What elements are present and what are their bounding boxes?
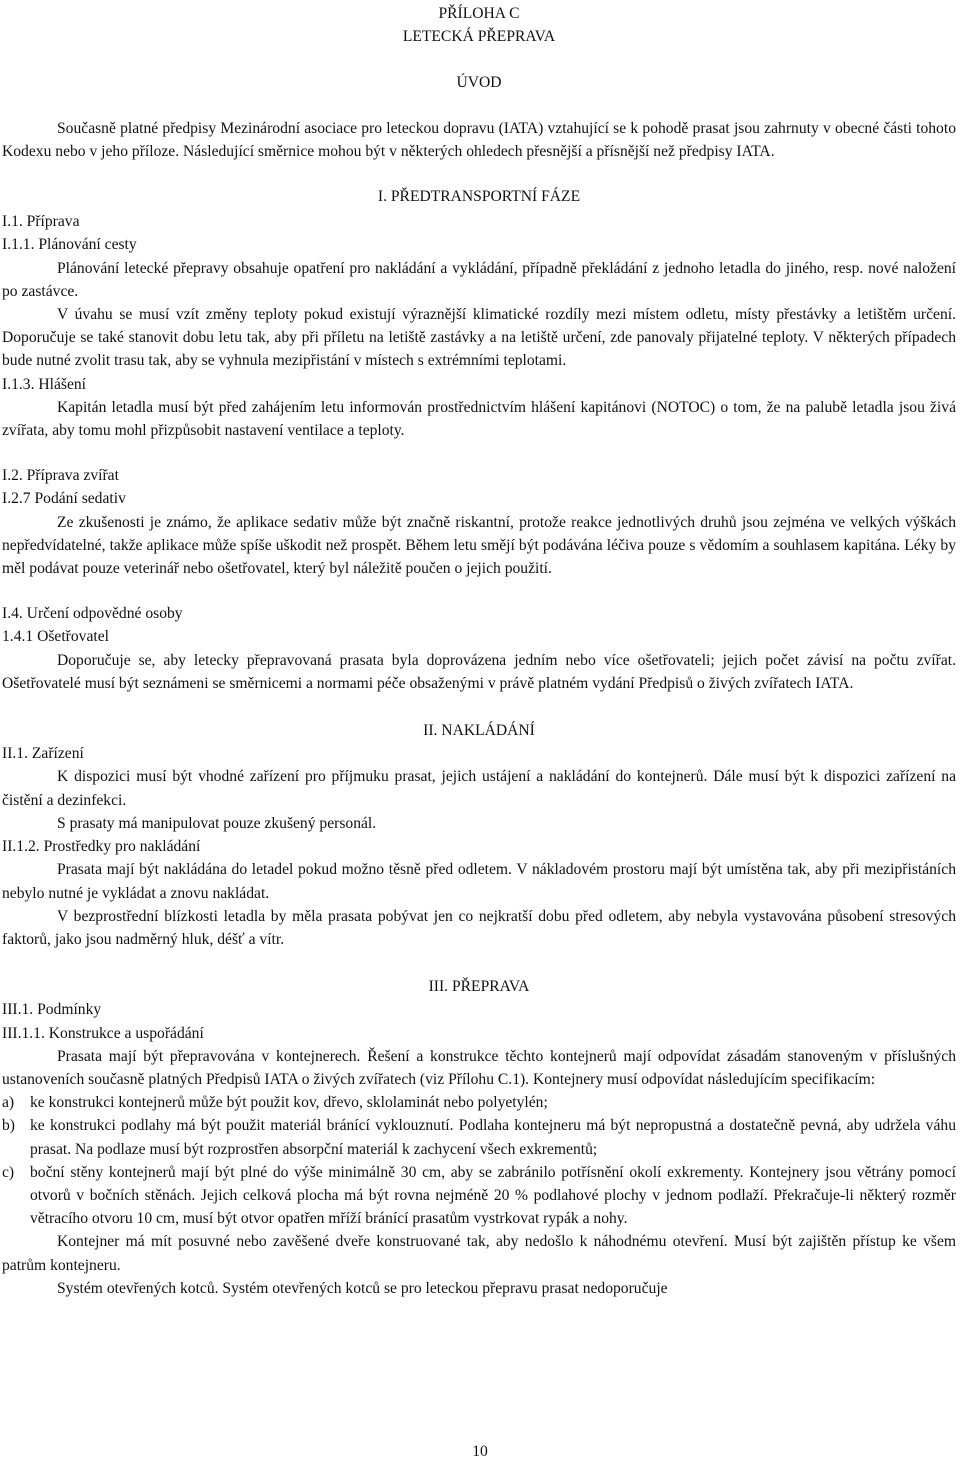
list-text: ke konstrukci podlahy má být použit materiál bránící vyklouznutí. Podlaha kontejneru má být nepropustná a dostatečně pevná, aby udržela váhu prasat. Na podlaze musí být rozprostřen absorpční materiál k zachycení všech exkrementů; xyxy=(30,1117,956,1158)
subsection-title: I.4. Určení odpovědné osoby xyxy=(2,605,183,623)
subsection-title: I.2.7 Podání sedativ xyxy=(2,490,126,508)
section-heading-1: I. PŘEDTRANSPORTNÍ FÁZE xyxy=(377,188,581,206)
subsection-title: II.1. Zařízení xyxy=(2,745,84,763)
section-heading-3: III. PŘEPRAVA xyxy=(428,978,530,996)
subsection-title: 1.4.1 Ošetřovatel xyxy=(2,628,109,646)
subsection-title: I.1.3. Hlášení xyxy=(2,375,87,393)
list-text: ke konstrukci kontejnerů může být použit kov, dřevo, sklolaminát nebo polyetylén; xyxy=(30,1094,548,1112)
paragraph: S prasaty má manipulovat pouze zkušený personál. xyxy=(57,814,377,832)
paragraph: Kontejner má mít posuvné nebo zavěšené dveře konstruované tak, aby nedošlo k náhodnému otevření. Musí být zajištěn přístup ke všem patrům kontejneru. xyxy=(2,1233,956,1274)
paragraph: V úvahu se musí vzít změny teploty pokud existují výraznější klimatické rozdíly mezi místem odletu, místy přestávky a letištěm určení. Doporučuje se také stanovit dobu letu tak, aby při příletu na letiště zastávky a na letiště určení, zde panovaly přijatelné teploty. V některých případech bude nutné zvolit trasu tak, aby se vyhnula mezipřistání v místech s extrémními teplotami. xyxy=(2,306,956,370)
paragraph: Prasata mají být přepravována v kontejnerech. Řešení a konstrukce těchto kontejnerů mají odpovídat zásadám stanoveným v příslušných ustanoveních současně platných Předpisů IATA o živých zvířatech (viz Přílohu C.1). Kontejnery musí odpovídat následujícím specifikacím: xyxy=(2,1047,956,1088)
list-marker: a) xyxy=(2,1094,15,1112)
list-text: boční stěny kontejnerů mají být plné do výše minimálně 30 cm, aby se zabránilo potřísnění okolí exkrementy. Kontejnery jsou větrány pomocí otvorů v bočních stěnách. Jejich celková plocha má být rovna nejméně 20 % podlahové plochy v jednom podlaží. Překračuje-li některý rozměr větracího otvoru 10 cm, musí být otvor opatřen mříží bránící prasatům vystrkovat rypák a nohy. xyxy=(30,1163,956,1228)
list-item xyxy=(2,1091,956,1114)
paragraph: Systém otevřených kotců. Systém otevřených kotců se pro leteckou přepravu prasat nedoporučuje xyxy=(57,1279,668,1297)
subsection-title: III.1.1. Konstrukce a uspořádání xyxy=(2,1024,204,1042)
paragraph: Doporučuje se, aby letecky přepravovaná prasata byla doprovázena jedním nebo více ošetřovateli; jejich počet závisí na počtu zvířat. Ošetřovatelé musí být seznámeni se směrnicemi a normami péče obsaženými v právě platném vydání Předpisů o živých zvířatech IATA. xyxy=(2,651,956,692)
list-marker: b) xyxy=(2,1117,15,1135)
list-marker: c) xyxy=(2,1163,15,1181)
paragraph: Prasata mají být nakládána do letadel pokud možno těsně před odletem. V nákladovém prostoru mají být umístěna tak, aby při mezipřistáních nebylo nutné je vykládat a znovu nakládat. xyxy=(2,861,956,902)
intro-heading: ÚVOD xyxy=(456,74,502,92)
paragraph: Plánování letecké přepravy obsahuje opatření pro nakládání a vykládání, případně překládání z jednoho letadla do jiného, resp. nové naložení po zastávce. xyxy=(2,259,956,300)
page-number: 10 xyxy=(472,1443,488,1460)
paragraph: Ze zkušenosti je známo, že aplikace sedativ může být značně riskantní, protože reakce jednotlivých druhů jsou zejména ve velkých výškách nepředvídatelné, takže aplikace může spíše uškodit než prospět. Během letu smějí být podávána léčiva pouze s vědomím a souhlasem kapitána. Léky by měl podávat pouze veterinář nebo ošetřovatel, který byl náležitě poučen o jejich použití. xyxy=(2,513,956,578)
subsection-title: I.2. Příprava zvířat xyxy=(2,467,119,485)
section-heading-2: II. NAKLÁDÁNÍ xyxy=(423,722,535,740)
intro-paragraph: Současně platné předpisy Mezinárodní asociace pro leteckou dopravu (IATA) vztahující se k pohodě prasat jsou zahrnuty v obecné části tohoto Kodexu nebo v jeho příloze. Následující směrnice mohou být v některých ohledech přesnější a přísnější než předpisy IATA. xyxy=(2,119,956,160)
paragraph: Kapitán letadla musí být před zahájením letu informován prostřednictvím hlášení kapitánovi (NOTOC) o tom, že na palubě letadla jsou živá zvířata, aby tomu mohl přizpůsobit nastavení ventilace a teploty. xyxy=(2,398,956,440)
subsection-title: III.1. Podmínky xyxy=(2,1001,102,1019)
subsection-title: I.1.1. Plánování cesty xyxy=(2,236,137,254)
document-page xyxy=(2,0,956,1300)
subsection-title: II.1.2. Prostředky pro nakládání xyxy=(2,838,201,856)
list-item xyxy=(2,1114,956,1160)
annex-title: PŘÍLOHA C xyxy=(438,5,520,22)
paragraph: V bezprostřední blízkosti letadla by měla prasata pobývat jen co nejkratší dobu před odletem, aby nebyla vystavována působení stresových faktorů, jako jsou nadměrný hluk, déšť a vítr. xyxy=(2,907,956,948)
paragraph: K dispozici musí být vhodné zařízení pro příjmuku prasat, jejich ustájení a nakládání do kontejnerů. Dále musí být k dispozici zařízení na čistění a dezinfekci. xyxy=(2,768,956,809)
list-item xyxy=(2,1161,956,1231)
subsection-title: I.1. Příprava xyxy=(2,213,80,231)
annex-subtitle: LETECKÁ PŘEPRAVA xyxy=(402,28,556,46)
